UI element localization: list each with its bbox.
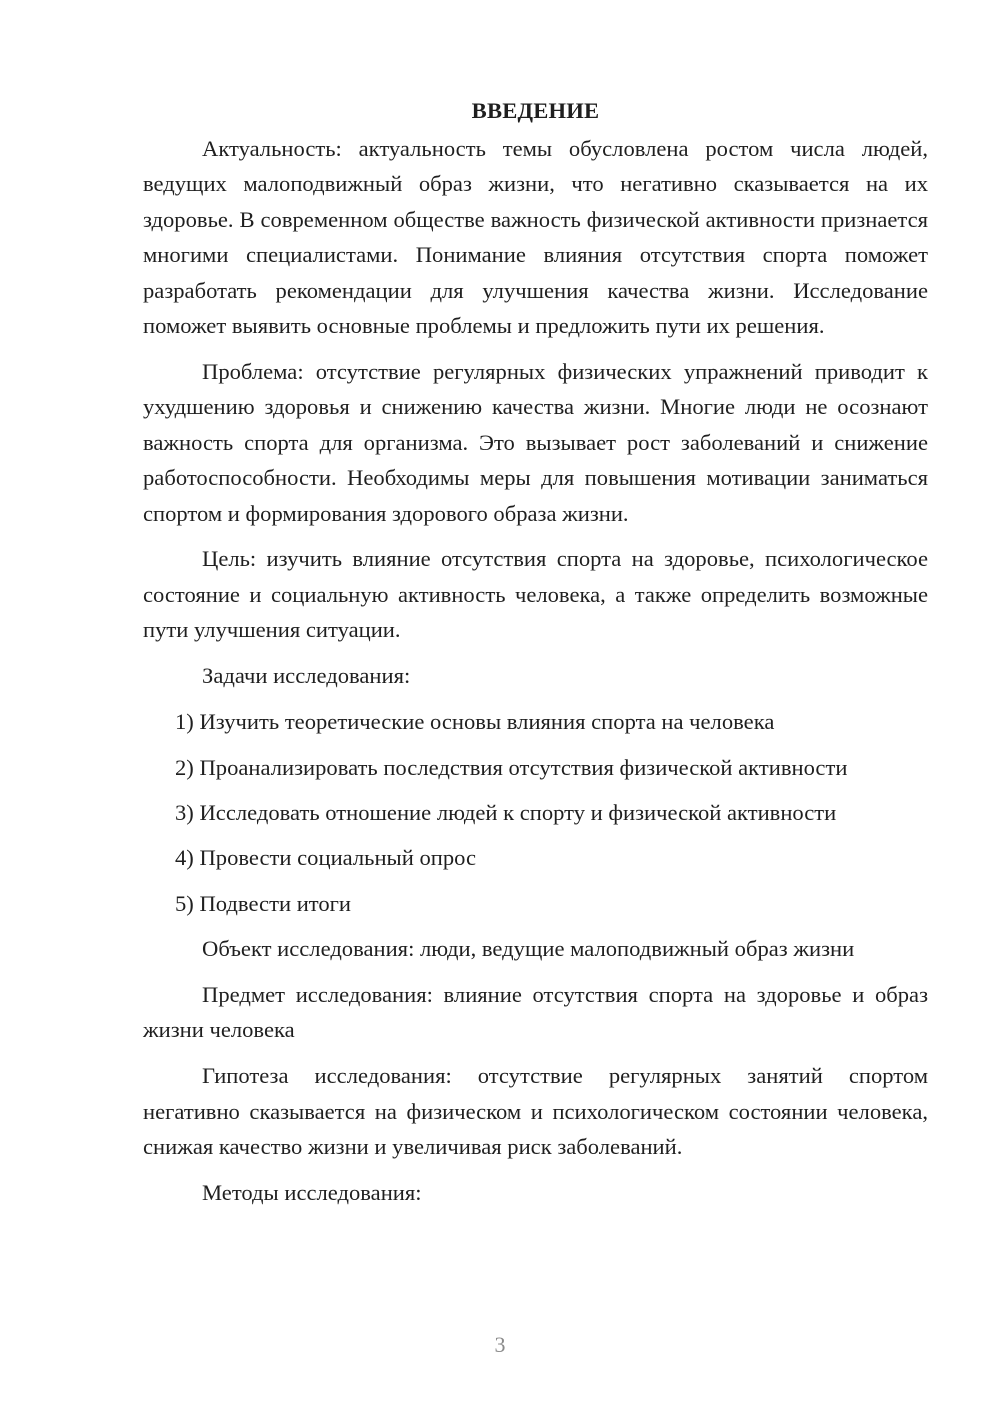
hypothesis-paragraph: Гипотеза исследования: отсутствие регулярных занятий спортом негативно сказывается на физическом и психологическом состоянии человека, снижая качество жизни и увеличивая риск заболеваний. xyxy=(143,1063,928,1160)
relevance-paragraph: Актуальность: актуальность темы обусловлена ростом числа людей, ведущих малоподвижный образ жизни, что негативно сказывается на их здоровье. В современном обществе важность физической активности признается многими специалистами. Понимание влияния отсутствия спорта поможет разработать рекомендации для улучшения качества жизни. Исследование поможет выявить основные проблемы и предложить пути их решения. xyxy=(143,136,928,339)
page-content xyxy=(143,93,928,1221)
tasks-heading: Задачи исследования: xyxy=(202,663,411,689)
list-item: 1) Изучить теоретические основы влияния спорта на человека xyxy=(175,709,775,735)
page-number: 3 xyxy=(494,1332,506,1357)
page-title: ВВЕДЕНИЕ xyxy=(471,98,600,123)
problem-paragraph: Проблема: отсутствие регулярных физических упражнений приводит к ухудшению здоровья и снижению качества жизни. Многие люди не осознают важность спорта для организма. Это вызывает рост заболеваний и снижение работоспособности. Необходимы меры для повышения мотивации заниматься спортом и формирования здорового образа жизни. xyxy=(143,358,928,526)
list-item: 3) Исследовать отношение людей к спорту и физической активности xyxy=(175,799,837,825)
list-item: 2) Проанализировать последствия отсутствия физической активности xyxy=(175,754,848,780)
list-item: 4) Провести социальный опрос xyxy=(175,845,477,871)
methods-heading: Методы исследования: xyxy=(202,1180,422,1206)
tasks-list xyxy=(143,704,928,921)
object-paragraph: Объект исследования: люди, ведущие малоподвижный образ жизни xyxy=(202,936,855,962)
subject-paragraph: Предмет исследования: влияние отсутствия спорта на здоровье и образ жизни человека xyxy=(143,982,928,1043)
goal-paragraph: Цель: изучить влияние отсутствия спорта на здоровье, психологическое состояние и социальную активность человека, а также определить возможные пути улучшения ситуации. xyxy=(143,546,928,643)
list-item: 5) Подвести итоги xyxy=(175,890,352,916)
